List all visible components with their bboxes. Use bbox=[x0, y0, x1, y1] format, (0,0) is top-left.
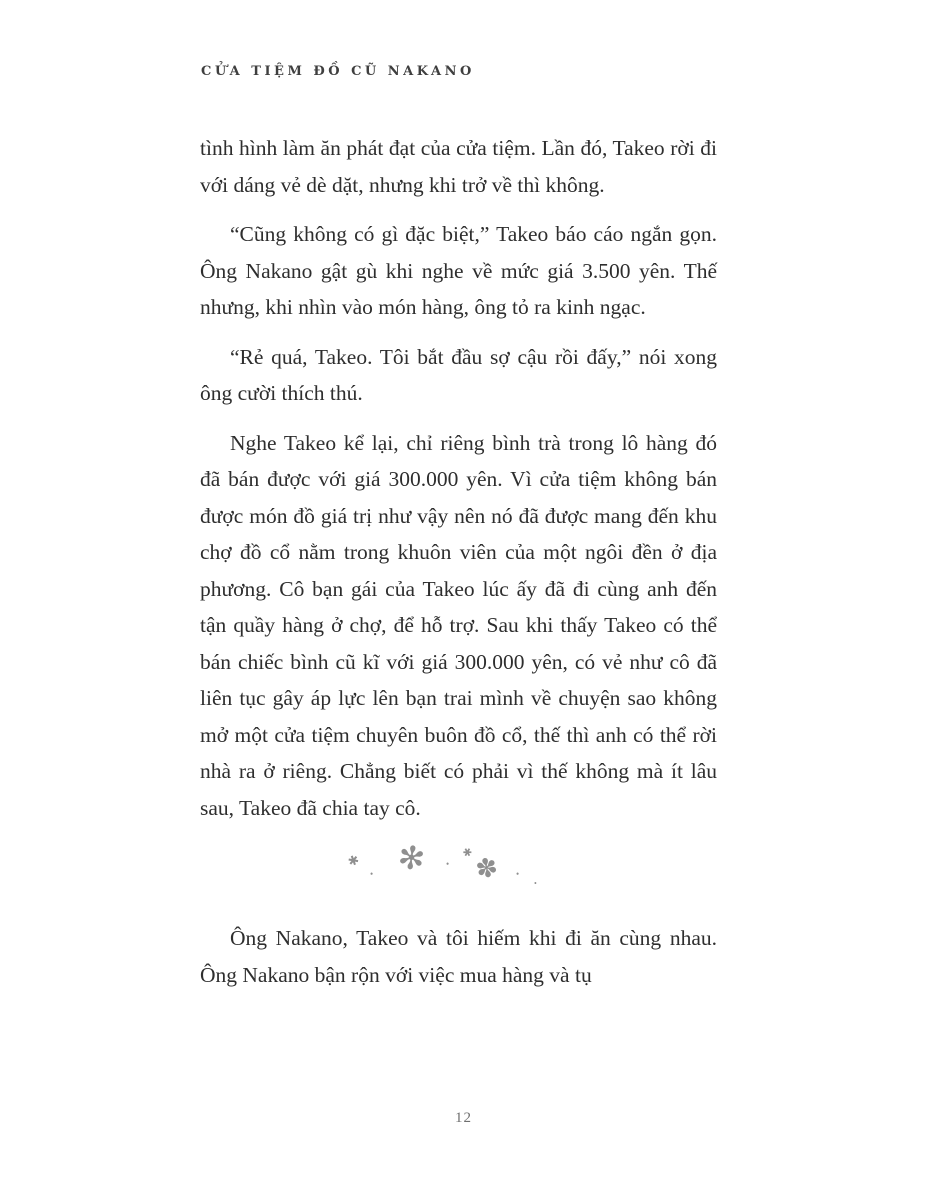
sakura-petal-icon: • bbox=[446, 859, 450, 869]
text-block bbox=[200, 130, 717, 1006]
paragraph: tình hình làm ăn phát đạt của cửa tiệm. Lần đó, Takeo rời đi với dáng vẻ dè dặt, nhưng khi trở về thì không. bbox=[200, 136, 717, 197]
sakura-flower-icon: ✽ bbox=[473, 852, 501, 885]
sakura-petal-icon: • bbox=[516, 869, 520, 879]
sakura-petal-icon: • bbox=[534, 879, 537, 888]
running-header: CỬA TIỆM ĐỒ CŨ NAKANO bbox=[201, 64, 475, 79]
sakura-divider bbox=[200, 840, 717, 904]
sakura-petal-icon: ✱ bbox=[459, 845, 474, 861]
paragraph: Ông Nakano, Takeo và tôi hiếm khi đi ăn cùng nhau. Ông Nakano bận rộn với việc mua hàng và tụ bbox=[200, 926, 717, 987]
sakura-flower-icon: ✻ bbox=[395, 838, 428, 878]
page-number: 12 bbox=[455, 1110, 472, 1126]
sakura-petal-icon: ✱ bbox=[345, 851, 362, 870]
paragraph: “Rẻ quá, Takeo. Tôi bắt đầu sợ cậu rồi đấy,” nói xong ông cười thích thú. bbox=[200, 344, 717, 405]
paragraph: Nghe Takeo kể lại, chỉ riêng bình trà trong lô hàng đó đã bán được với giá 300.000 yên. Vì cửa tiệm không bán được món đồ giá trị như vậy nên nó đã được mang đến khu chợ đồ cổ nằm trong khuôn viên của một ngôi đền ở địa phương. Cô bạn gái của Takeo lúc ấy đã đi cùng anh đến tận quầy hàng ở chợ, để hỗ trợ. Sau khi thấy Takeo có thể bán chiếc bình cũ kĩ với giá 300.000 yên, có vẻ như cô đã liên tục gây áp lực lên bạn trai mình về chuyện sao không mở một cửa tiệm chuyên buôn đồ cổ, thế thì anh có thể rời nhà ra ở riêng. Chẳng biết có phải vì thế không mà ít lâu sau, Takeo đã chia tay cô. bbox=[200, 430, 717, 820]
paragraph: “Cũng không có gì đặc biệt,” Takeo báo cáo ngắn gọn. Ông Nakano gật gù khi nghe về mức giá 3.500 yên. Thế nhưng, khi nhìn vào món hàng, ông tỏ ra kinh ngạc. bbox=[200, 222, 717, 319]
sakura-petal-icon: • bbox=[370, 869, 374, 879]
